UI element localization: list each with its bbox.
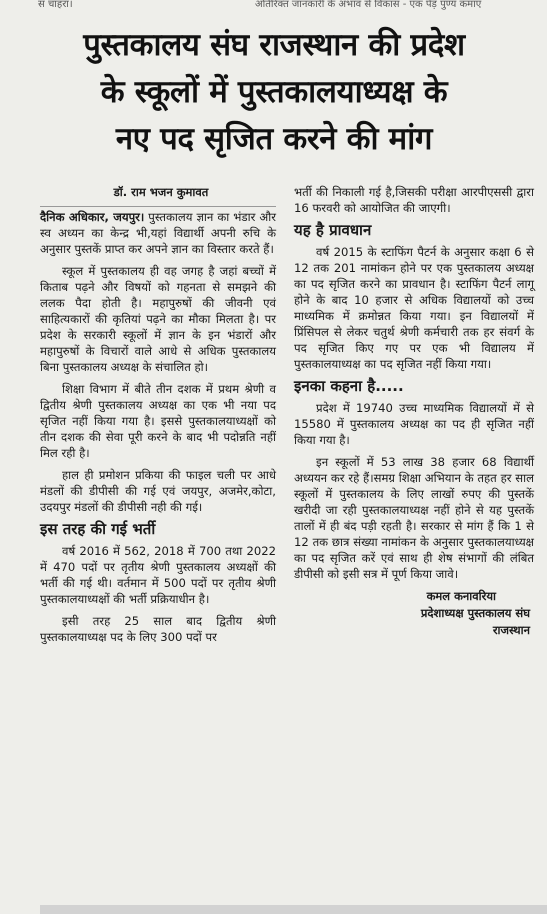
article-column-left <box>40 184 276 645</box>
paragraph: शिक्षा विभाग में बीते तीन दशक में प्रथम श्रेणी व द्वितीय श्रेणी पुस्तकालय अध्यक्ष का एक भी नया पद सृजित नहीं किया गया है। इससे पुस्तकालयाध्यक्षों को तीन दशक की सेवा पूरी करने के बाद भी पदोन्नति नहीं मिल रही है। <box>40 382 276 460</box>
intro-paragraph <box>40 209 276 257</box>
subheading-statement: इनका कहना है..... <box>294 377 404 395</box>
signature-name: कमल कनावरिया <box>426 589 496 603</box>
top-strip-left: स चाहरा। <box>38 0 73 10</box>
byline-rule <box>40 206 276 207</box>
intro-text: पुस्तकालय ज्ञान का भंडार और स्व अध्यन का केन्द्र भी,यहां विद्यार्थी अपनी रुचि के अनुसार पुस्तकें प्राप्त कर अपने ज्ञान का विस्तार करते हैं। <box>40 210 276 256</box>
signature-block <box>294 588 534 639</box>
top-strip-right: अतिरिक्त जानकारी के अभाव से विकास - एक पेड़ पुण्य कमाए <box>255 0 482 10</box>
subheading-provision: यह है प्रावधान <box>294 221 372 239</box>
headline-line-1: पुस्तकालय संघ राजस्थान की प्रदेश <box>83 27 465 63</box>
headline-line-2: के स्कूलों में पुस्तकालयाध्यक्ष के <box>100 74 448 110</box>
paragraph: स्कूल में पुस्तकालय ही वह जगह है जहां बच्चों में किताब पढ़ने और विषयों को गहनता से समझने की ललक पैदा होती है। महापुरुषों की जीवनी एवं साहित्यकारों की कृतियां पढ़ने का मौका मिलता है। पर प्रदेश के सरकारी स्कूलों में ज्ञान के इन भंडारों और महापुरुषों के विचारों वाले आधे से अधिक पुस्तकालय बिना पुस्तकालय अध्यक्ष के संचालित हो। <box>40 264 276 374</box>
bottom-strip <box>40 905 547 914</box>
paragraph: हाल ही प्रमोशन प्रकिया की फाइल चली पर आधे मंडलों की डीपीसी की गई एवं जयपुर, अजमेर,कोटा, उदयपुर मंडलों की डीपीसी नही की गई। <box>40 468 276 514</box>
subheading-recruitment: इस तरह की गई भर्ती <box>40 520 156 538</box>
paragraph-continued: भर्ती की निकाली गई है,जिसकी परीक्षा आरपीएससी द्वारा 16 फरवरी को आयोजित की जाएगी। <box>294 185 534 215</box>
paragraph: वर्ष 2016 में 562, 2018 में 700 तथा 2022 में 470 पदों पर तृतीय श्रेणी पुस्तकालय अध्यक्षों की भर्ती की गई थी। वर्तमान में 500 पदों पर तृतीय श्रेणी पुस्तकालयाध्यक्षों की भर्ती प्रक्रियाधीन है। <box>40 544 276 606</box>
paragraph: इसी तरह 25 साल बाद द्वितीय श्रेणी पुस्तकालयाध्यक्ष पद के लिए 300 पदों पर <box>40 614 276 644</box>
paragraph: प्रदेश में 19740 उच्च माध्यमिक विद्यालयों में से 15580 में पुस्तकालय अध्यक्ष का पद ही सृजित नहीं किया गया है। <box>294 401 534 447</box>
top-strip <box>0 0 547 16</box>
signature-state: राजस्थान <box>492 623 530 637</box>
headline <box>14 22 534 163</box>
headline-line-3: नए पद सृजित करने की मांग <box>115 121 433 157</box>
paragraph: इन स्कूलों में 53 लाख 38 हजार 68 विद्यार्थी अध्ययन कर रहे हैं।समग्र शिक्षा अभियान के तहत हर साल स्कूलों में पुस्तकालय के लिए लाखों रुपए की पुस्तकें खरीदी जा रही पुस्तकालयाध्यक्ष नहीं होने से यह पुस्तकें तालों में ही बंद पड़ी रहती है। सरकार से मांग हैं कि 1 से 12 तक छात्र संख्या नामांकन के अनुसार पुस्तकालयाध्यक्ष का पद सृजित करें एवं साथ ही शेष संभागों की लंबित डीपीसी को इसी सत्र में पूर्ण किया जावे। <box>294 455 534 581</box>
paragraph: वर्ष 2015 के स्टाफिंग पैटर्न के अनुसार कक्षा 6 से 12 तक 201 नामांकन होने पर एक पुस्तकालय अध्यक्ष का पद सृजित करने का प्रावधान है। स्टाफिंग पैटर्न लागू होने के बाद 10 हजार से अधिक विद्यालयों को उच्च माध्यमिक में क्रमोन्नत किया गया। इन विद्यालयों में प्रिंसिपल से लेकर चतुर्थ श्रेणी कर्मचारी तक हर संवर्ग के पद सृजित किए गए पर एक भी विद्यालय में पुस्तकालयाध्यक्ष का पद सृजित नहीं किया गया। <box>294 245 534 371</box>
dateline: दैनिक अधिकार, जयपुर। <box>40 210 145 224</box>
signature-designation: प्रदेशाध्यक्ष पुस्तकालय संघ <box>420 606 530 620</box>
byline: डॉ. राम भजन कुमावत <box>113 185 209 199</box>
article-column-right <box>294 184 534 639</box>
